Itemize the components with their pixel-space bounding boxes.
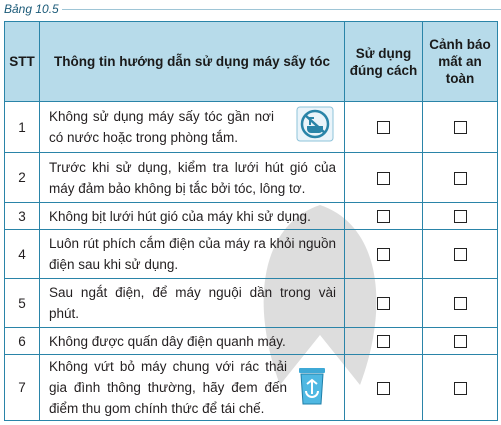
row-number: 2 — [5, 153, 40, 203]
row-text: Trước khi sử dụng, kiểm tra lưới hút gió của máy đảm bảo không bị tắc bởi tóc, lông tơ. — [40, 153, 345, 203]
row-text — [40, 102, 345, 153]
safety-warning-checkbox[interactable] — [423, 153, 498, 203]
row-number: 4 — [5, 230, 40, 279]
caption-divider — [62, 9, 501, 10]
row-number: 3 — [5, 203, 40, 230]
recycle-bin-icon — [296, 362, 328, 414]
table-row — [5, 153, 498, 203]
safety-warning-checkbox[interactable] — [423, 203, 498, 230]
correct-use-checkbox[interactable] — [345, 355, 423, 421]
table-caption: Bảng 10.5 — [4, 2, 59, 16]
correct-use-checkbox[interactable] — [345, 279, 423, 328]
table-row — [5, 230, 498, 279]
row-number: 7 — [5, 355, 40, 421]
header-info: Thông tin hướng dẫn sử dụng máy sấy tóc — [40, 22, 345, 102]
row-number: 6 — [5, 328, 40, 355]
table-row — [5, 279, 498, 328]
table-row — [5, 102, 498, 153]
header-stt: STT — [5, 22, 40, 102]
row-number: 5 — [5, 279, 40, 328]
row-text: Sau ngắt điện, để máy nguội dần trong vài phút. — [40, 279, 345, 328]
table-header-row — [5, 22, 498, 102]
row-text-content: Không vứt bỏ máy chung với rác thải gia đình thông thường, hãy đem đến điểm thu gom chính thức để tái chế. — [49, 359, 287, 416]
table-row — [5, 203, 498, 230]
hair-dryer-guide-table — [4, 21, 498, 421]
correct-use-checkbox[interactable] — [345, 230, 423, 279]
correct-use-checkbox[interactable] — [345, 102, 423, 153]
correct-use-checkbox[interactable] — [345, 328, 423, 355]
safety-warning-checkbox[interactable] — [423, 102, 498, 153]
table-row — [5, 328, 498, 355]
safety-warning-checkbox[interactable] — [423, 279, 498, 328]
table-row — [5, 355, 498, 421]
row-text: Luôn rút phích cắm điện của máy ra khỏi nguồn điện sau khi sử dụng. — [40, 230, 345, 279]
correct-use-checkbox[interactable] — [345, 203, 423, 230]
header-correct-use: Sử dụng đúng cách — [345, 22, 423, 102]
correct-use-checkbox[interactable] — [345, 153, 423, 203]
safety-warning-checkbox[interactable] — [423, 230, 498, 279]
header-safety-warning: Cảnh báo mất an toàn — [423, 22, 498, 102]
safety-warning-checkbox[interactable] — [423, 355, 498, 421]
row-text — [40, 355, 345, 421]
row-text: Không được quấn dây điện quanh máy. — [40, 328, 345, 355]
row-text-content: Không sử dụng máy sấy tóc gần nơi có nước hoặc trong phòng tắm. — [49, 109, 274, 145]
row-number: 1 — [5, 102, 40, 153]
row-text: Không bịt lưới hút gió của máy khi sử dụng. — [40, 203, 345, 230]
no-water-bathtub-icon — [296, 106, 334, 148]
safety-warning-checkbox[interactable] — [423, 328, 498, 355]
